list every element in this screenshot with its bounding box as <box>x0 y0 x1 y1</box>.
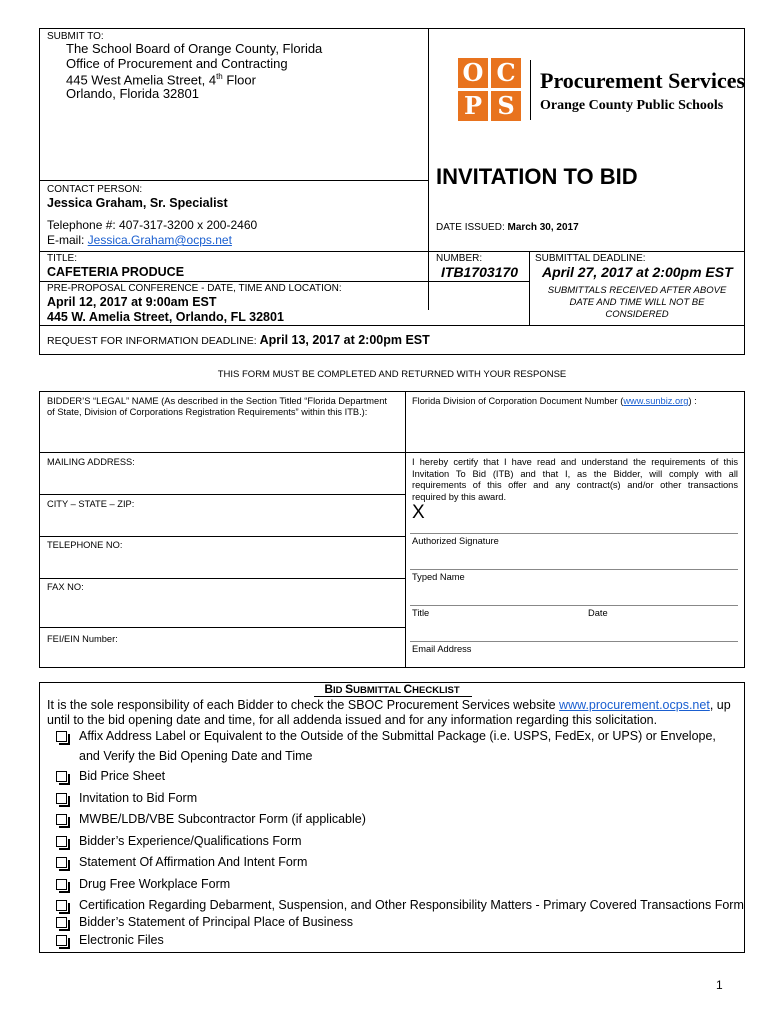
checklist-item-address-label: Affix Address Label or Equivalent to the Outside of the Submittal Package (i.e. USPS, FedEx, or UPS) or Envelope, <box>79 729 716 743</box>
checklist-item-debarment: Certification Regarding Debarment, Suspension, and Other Responsibility Matters - Primary Covered Transactions Form <box>79 898 744 912</box>
fei-label: FEI/EIN Number: <box>47 634 118 644</box>
checklist-intro-text-end: , up <box>709 698 731 712</box>
submit-to-label: SUBMIT TO: <box>47 31 104 42</box>
bidder-row-2 <box>39 494 405 495</box>
submit-to-line-4: Orlando, Florida 32801 <box>66 86 199 101</box>
checklist-heading-underline <box>314 696 472 697</box>
checklist-item-experience: Bidder’s Experience/Qualifications Form <box>79 834 302 848</box>
fax-label: FAX NO: <box>47 582 84 592</box>
submit-to-floor: Floor <box>222 72 256 88</box>
checklist-checkbox-experience[interactable] <box>56 836 67 847</box>
certification-text: I hereby certify that I have read and understand the requirements of this Invitation To Bid (ITB) and that I, as the Bidder, will comply with all requirements of this offer and any contract(s) and/or other transactions required by this award. <box>412 457 738 502</box>
checklist-item-address-label-cont: and Verify the Bid Opening Date and Time <box>79 749 313 763</box>
deadline-note-2: DATE AND TIME WILL NOT BE <box>569 297 705 308</box>
sunbiz-link[interactable]: www.sunbiz.org <box>623 396 689 406</box>
row-divider-preproposal <box>39 281 529 282</box>
checklist-checkbox-drug-free[interactable] <box>56 879 67 890</box>
deadline-value: April 27, 2017 at 2:00pm EST <box>542 264 733 280</box>
email-address-label: Email Address <box>412 644 472 654</box>
date-issued-row <box>436 222 579 234</box>
preproposal-date: April 12, 2017 at 9:00am EST <box>47 295 217 309</box>
page-number: 1 <box>716 978 723 992</box>
contact-name: Jessica Graham, Sr. Specialist <box>47 196 228 210</box>
submit-to-line-2: Office of Procurement and Contracting <box>66 56 288 71</box>
bidder-row-4 <box>39 578 405 579</box>
rfi-label: REQUEST FOR INFORMATION DEADLINE: <box>47 335 260 347</box>
bidder-row-5 <box>39 627 405 628</box>
contact-telephone: Telephone #: 407-317-3200 x 200-2460 <box>47 218 258 232</box>
preproposal-label: PRE-PROPOSAL CONFERENCE - DATE, TIME AND LOCATION: <box>47 283 342 294</box>
logo-tile-p: P <box>458 91 488 121</box>
doc-number-field-label <box>412 396 697 407</box>
checklist-intro-text: It is the sole responsibility of each Bidder to check the SBOC Procurement Services website <box>47 698 560 712</box>
submit-to-street: 445 West Amelia Street, 4 <box>66 72 217 88</box>
rfi-value: April 13, 2017 at 2:00pm EST <box>259 333 430 347</box>
title-value: CAFETERIA PRODUCE <box>47 265 185 279</box>
procurement-website-link[interactable]: www.procurement.ocps.net <box>559 698 710 712</box>
checklist-checkbox-itb-form[interactable] <box>56 793 67 804</box>
checklist-item-affirmation: Statement Of Affirmation And Intent Form <box>79 855 308 869</box>
checklist-heading-b3: C <box>403 682 413 696</box>
typed-name-label: Typed Name <box>412 572 465 582</box>
deadline-note-3: CONSIDERED <box>605 309 669 320</box>
bidder-row-1 <box>39 452 745 453</box>
authorized-signature-label: Authorized Signature <box>412 536 499 546</box>
checklist-item-itb-form: Invitation to Bid Form <box>79 791 198 805</box>
deadline-note-1: SUBMITTALS RECEIVED AFTER ABOVE <box>547 285 727 296</box>
doc-number-suffix: ) : <box>688 396 697 406</box>
date-issued-label: DATE ISSUED: <box>436 222 505 233</box>
checklist-checkbox-affirmation[interactable] <box>56 857 67 868</box>
signature-line[interactable] <box>410 533 738 534</box>
telephone-label: TELEPHONE NO: <box>47 540 123 550</box>
deadline-label: SUBMITTAL DEADLINE: <box>535 253 646 264</box>
legal-name-field-label: BIDDER’S “LEGAL” NAME (As described in the Section Titled “Florida Department of State, Division of Corporations Registration Requirements” within this ITB.): <box>47 396 387 417</box>
contact-email-row <box>47 234 232 248</box>
city-state-zip-label: CITY – STATE – ZIP: <box>47 499 135 509</box>
checklist-heading-r3: HECKLIST <box>412 685 460 696</box>
row-divider-title <box>39 251 745 252</box>
rfi-row <box>47 333 430 347</box>
number-value: ITB1703170 <box>441 264 519 280</box>
email-address-line[interactable] <box>410 641 738 642</box>
title-date-line[interactable] <box>410 605 738 606</box>
checklist-checkbox-debarment[interactable] <box>56 900 67 911</box>
number-label: NUMBER: <box>436 253 483 264</box>
title-label: TITLE: <box>47 253 78 264</box>
checklist-item-bid-price-sheet: Bid Price Sheet <box>79 769 166 783</box>
submit-to-floor-suffix: th <box>216 72 223 81</box>
checklist-heading-b2: S <box>345 682 354 696</box>
mailing-address-label: MAILING ADDRESS: <box>47 457 135 467</box>
doc-number-prefix: Florida Division of Corporation Document Number ( <box>412 396 624 406</box>
checklist-heading <box>39 683 745 697</box>
checklist-intro-line-2: until to the bid opening date and time, for all addenda issued and for any information regarding this solicitation. <box>47 713 658 727</box>
form-notice: THIS FORM MUST BE COMPLETED AND RETURNED WITH YOUR RESPONSE <box>217 369 567 380</box>
title-label-sig: Title <box>412 608 430 618</box>
checklist-heading-b1: B <box>324 682 334 696</box>
contact-divider <box>39 180 428 181</box>
logo-title: Procurement Services <box>540 68 746 93</box>
signature-mark: X <box>412 502 425 523</box>
checklist-checkbox-bid-price-sheet[interactable] <box>56 771 67 782</box>
contact-label: CONTACT PERSON: <box>47 184 143 195</box>
logo-subtitle: Orange County Public Schools <box>540 98 724 113</box>
logo-tile-o: O <box>458 58 488 88</box>
date-label-sig: Date <box>588 608 608 618</box>
checklist-checkbox-mwbe[interactable] <box>56 814 67 825</box>
checklist-checkbox-principal-place[interactable] <box>56 917 67 928</box>
checklist-item-principal-place: Bidder’s Statement of Principal Place of Business <box>79 915 353 929</box>
submit-to-line-1: The School Board of Orange County, Florida <box>66 41 323 56</box>
checklist-item-electronic-files: Electronic Files <box>79 933 164 947</box>
bidder-row-3 <box>39 536 405 537</box>
checklist-heading-r1: ID <box>333 685 346 696</box>
checklist-checkbox-address-label[interactable] <box>56 731 67 742</box>
typed-name-line[interactable] <box>410 569 738 570</box>
checklist-heading-r2: UBMITTAL <box>353 685 404 696</box>
contact-email-label: E-mail: <box>47 233 88 247</box>
preproposal-location: 445 W. Amelia Street, Orlando, FL 32801 <box>47 310 284 324</box>
contact-email-link[interactable]: Jessica.Graham@ocps.net <box>87 233 232 247</box>
bidder-info-divider <box>405 391 406 668</box>
checklist-item-mwbe: MWBE/LDB/VBE Subcontractor Form (if applicable) <box>79 812 366 826</box>
checklist-item-drug-free: Drug Free Workplace Form <box>79 877 231 891</box>
document-title: INVITATION TO BID <box>436 164 638 189</box>
header-divider-vertical <box>428 28 429 310</box>
logo-tile-c: C <box>491 58 521 88</box>
logo-tiles <box>458 58 522 122</box>
logo-separator <box>530 60 531 120</box>
logo-tile-s: S <box>491 91 521 121</box>
checklist-checkbox-electronic-files[interactable] <box>56 935 67 946</box>
date-issued-value: March 30, 2017 <box>507 222 579 233</box>
row-divider-rfi <box>39 325 745 326</box>
checklist-intro-line-1 <box>47 698 731 712</box>
